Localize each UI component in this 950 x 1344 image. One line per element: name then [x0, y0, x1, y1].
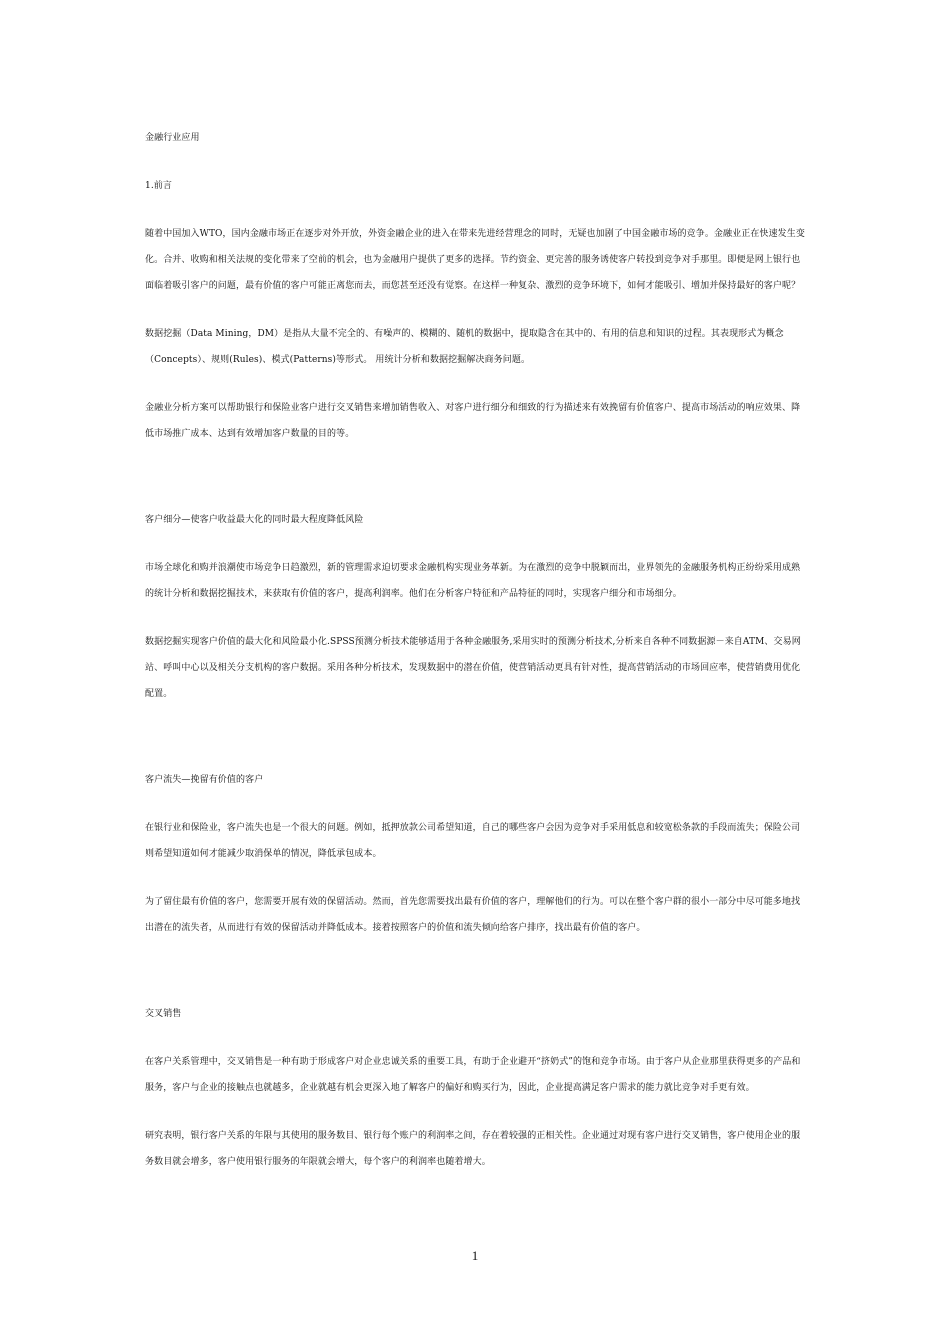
paragraph: 市场全球化和购并浪潮使市场竞争日趋激烈，新的管理需求迫切要求金融机构实现业务革新。为在激烈的竞争中脱颖而出，业界领先的金融服务机构正纷纷采用成熟的统计分析和数据挖掘技术，来获取有价值的客户，提高利润率。他们在分析客户特征和产品特征的同时，实现客户细分和市场细分。	[145, 563, 801, 599]
section-heading-intro: 1.前言	[145, 181, 172, 191]
document-body	[145, 125, 805, 1175]
section-heading-cross-selling: 交叉销售	[145, 1009, 182, 1019]
paragraph: 在客户关系管理中，交叉销售是一种有助于形成客户对企业忠诚关系的重要工具，有助于企业避开“挤奶式”的饱和竞争市场。由于客户从企业那里获得更多的产品和服务，客户与企业的接触点也就越多，企业就越有机会更深入地了解客户的偏好和购买行为，因此，企业提高满足客户需求的能力就比竞争对手更有效。	[145, 1057, 801, 1093]
page-number: 1	[471, 1248, 479, 1263]
paragraph: 为了留住最有价值的客户，您需要开展有效的保留活动。然而，首先您需要找出最有价值的客户，理解他们的行为。可以在整个客户群的很小一部分中尽可能多地找出潜在的流失者，从而进行有效的保留活动并降低成本。接着按照客户的价值和流失倾向给客户排序，找出最有价值的客户。	[145, 897, 801, 933]
document-title: 金融行业应用	[145, 133, 200, 143]
paragraph: 研究表明，银行客户关系的年限与其使用的服务数目、银行每个账户的利润率之间，存在着较强的正相关性。企业通过对现有客户进行交叉销售，客户使用企业的服务数目就会增多，客户使用银行服务的年限就会增大，每个客户的利润率也随着增大。	[145, 1131, 801, 1167]
section-heading-churn: 客户流失—挽留有价值的客户	[145, 775, 264, 785]
paragraph: 随着中国加入WTO，国内金融市场正在逐步对外开放，外资金融企业的进入在带来先进经营理念的同时，无疑也加剧了中国金融市场的竞争。金融业正在快速发生变化。合并、收购和相关法规的变化带来了空前的机会，也为金融用户提供了更多的选择。节约资金、更完善的服务诱使客户转投到竞争对手那里。即便是网上银行也面临着吸引客户的问题，最有价值的客户可能正离您而去，而您甚至还没有觉察。在这样一种复杂、激烈的竞争环境下，如何才能吸引、增加并保持最好的客户呢？	[145, 229, 805, 291]
paragraph: 数据挖掘（Data Mining，DM）是指从大量不完全的、有噪声的、模糊的、随机的数据中，提取隐含在其中的、有用的信息和知识的过程。其表现形式为概念（Concepts）、规则(Rules)、模式(Patterns)等形式。 用统计分析和数据挖掘解决商务问题。	[145, 329, 784, 365]
paragraph: 金融业分析方案可以帮助银行和保险业客户进行交叉销售来增加销售收入、对客户进行细分和细致的行为描述来有效挽留有价值客户、提高市场活动的响应效果、降低市场推广成本、达到有效增加客户数量的目的等。	[145, 403, 801, 439]
section-heading-segmentation: 客户细分—使客户收益最大化的同时最大程度降低风险	[145, 515, 364, 525]
paragraph: 在银行业和保险业，客户流失也是一个很大的问题。例如，抵押放款公司希望知道，自己的哪些客户会因为竞争对手采用低息和较宽松条款的手段而流失；保险公司则希望知道如何才能减少取消保单的情况，降低承包成本。	[145, 823, 801, 859]
paragraph: 数据挖掘实现客户价值的最大化和风险最小化.SPSS预测分析技术能够适用于各种金融服务,采用实时的预测分析技术,分析来自各种不同数据源－来自ATM、交易网站、呼叫中心以及相关分支机构的客户数据。采用各种分析技术，发现数据中的潜在价值，使营销活动更具有针对性，提高营销活动的市场回应率，使营销费用优化配置。	[145, 637, 801, 699]
